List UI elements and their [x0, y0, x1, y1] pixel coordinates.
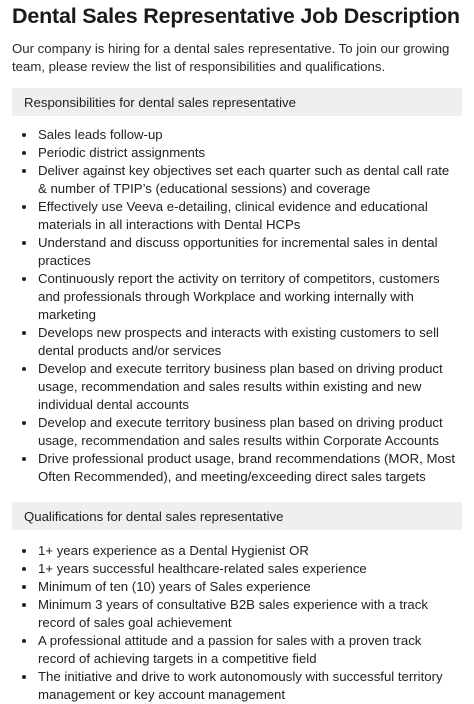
intro-text: Our company is hiring for a dental sales representative. To join our growing team, please review the list of responsibilities and qualifications.	[12, 41, 450, 74]
responsibilities-list	[12, 126, 462, 486]
responsibilities-heading: Responsibilities for dental sales representative	[12, 88, 462, 116]
list-item: Develop and execute territory business plan based on driving product usage, recommendation and sales results within existing and new individual dental accounts	[38, 360, 462, 414]
list-item: 1+ years experience as a Dental Hygienist OR	[38, 542, 462, 560]
list-item: Drive professional product usage, brand recommendations (MOR, Most Often Recommended), and meeting/exceeding direct sales targets	[38, 450, 462, 486]
qualifications-heading: Qualifications for dental sales representative	[12, 502, 462, 530]
list-item: Deliver against key objectives set each quarter such as dental call rate & number of TPIP’s (educational sessions) and coverage	[38, 162, 462, 198]
list-item: Minimum 3 years of consultative B2B sales experience with a track record of sales goal achievement	[38, 596, 462, 632]
list-item: Understand and discuss opportunities for incremental sales in dental practices	[38, 234, 462, 270]
list-item: Minimum of ten (10) years of Sales experience	[38, 578, 462, 596]
list-item: Sales leads follow-up	[38, 126, 462, 144]
list-item: Continuously report the activity on territory of competitors, customers and professionals through Workplace and working internally with marketing	[38, 270, 462, 324]
list-item: Develops new prospects and interacts with existing customers to sell dental products and/or services	[38, 324, 462, 360]
page-title: Dental Sales Representative Job Description	[12, 4, 460, 28]
list-item: Effectively use Veeva e-detailing, clinical evidence and educational materials in all interactions with Dental HCPs	[38, 198, 462, 234]
list-item: Periodic district assignments	[38, 144, 462, 162]
list-item: A professional attitude and a passion for sales with a proven track record of achieving targets in a competitive field	[38, 632, 462, 668]
qualifications-list	[12, 542, 462, 704]
list-item: Develop and execute territory business plan based on driving product usage, recommendation and sales results within Corporate Accounts	[38, 414, 462, 450]
list-item: 1+ years successful healthcare-related sales experience	[38, 560, 462, 578]
list-item: The initiative and drive to work autonomously with successful territory management or key account management	[38, 668, 462, 704]
